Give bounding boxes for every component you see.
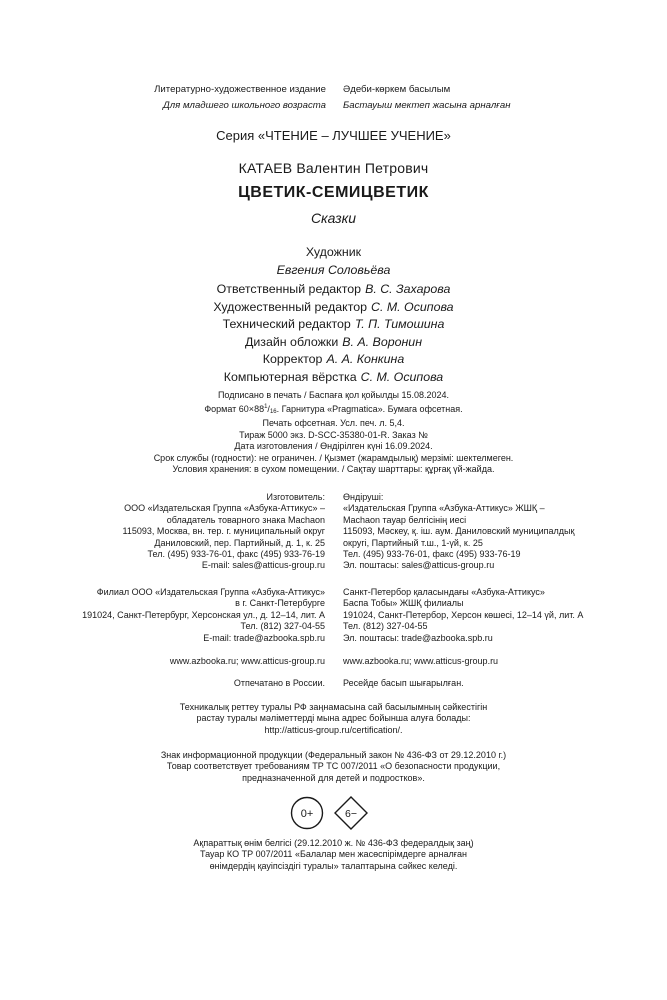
manufacturer-line: Даниловский, пер. Партийный, д. 1, к. 25 bbox=[154, 537, 325, 548]
kz-info-line: Тауар КО ТР 007/2011 «Балалар мен жасөспірімдерге арналған bbox=[200, 849, 467, 860]
branch-line: Санкт-Петербор қаласындағы «Азбука-Аттикус» bbox=[343, 587, 545, 597]
credit-row bbox=[0, 299, 667, 317]
branch-line: Тел. (812) 327-04-55 bbox=[240, 621, 325, 632]
tech-line: растау туралы мәліметтерді мына адрес бойынша алуға болады: bbox=[196, 713, 471, 724]
credit-name: В. А. Воронин bbox=[342, 334, 423, 349]
info-line: предназначенной для детей и подростков». bbox=[242, 772, 425, 783]
illustrator-name: Евгения Соловьёва bbox=[276, 262, 391, 277]
branch-kz bbox=[343, 587, 643, 644]
series-title: Серия «ЧТЕНИЕ – ЛУЧШЕЕ УЧЕНИЕ» bbox=[216, 128, 451, 143]
classification-kz-age: Бастауыш мектеп жасына арналған bbox=[343, 100, 511, 111]
credit-name: В. С. Захарова bbox=[365, 282, 451, 296]
credit-name: С. М. Осипова bbox=[371, 299, 454, 314]
tech-line: Техникалық реттеу туралы РФ заңнамасына сай басылымның сәйкестігін bbox=[179, 702, 488, 712]
manufacturer-line: Эл. поштасы: sales@atticus-group.ru bbox=[343, 560, 495, 571]
websites-ru[interactable]: www.azbooka.ru; www.atticus-group.ru bbox=[169, 656, 325, 666]
manufacturer-line: округі, Партийный т.ш., 1-үй, к. 25 bbox=[343, 537, 483, 548]
branch-line: Баспа Тобы» ЖШҚ филиалы bbox=[343, 598, 464, 609]
credit-role: Дизайн обложки bbox=[244, 334, 339, 349]
book-subtitle: Сказки bbox=[310, 210, 357, 226]
age-diamond-label: 6− bbox=[345, 808, 357, 820]
format-prefix: Формат 60×88 bbox=[204, 403, 265, 414]
sheets-line: Печать офсетная. Усл. печ. л. 5,4. bbox=[262, 418, 405, 428]
credit-row bbox=[0, 334, 667, 352]
format-suffix: . Гарнитура «Pragmatica». Бумага офсетная. bbox=[276, 403, 463, 414]
manufacturer-line: 115093, Москва, вн. тер. г. муниципальный округ bbox=[122, 526, 325, 537]
manufacturer-line: 115093, Мәскеу, қ. іш. аум. Даниловский муниципалдық bbox=[343, 526, 575, 537]
manufacturer-ru bbox=[60, 492, 325, 572]
credit-row bbox=[0, 316, 667, 334]
run-line: Тираж 5000 экз. D-SCC-35380-01-R. Заказ № bbox=[239, 429, 428, 440]
classification-kz-line: Әдеби-көркем басылым bbox=[343, 84, 451, 95]
branch-line: Тел. (812) 327-04-55 bbox=[343, 621, 428, 632]
format-line: Формат $60\times 88^1/_{16}$. Гарнитура «Pragmatica». Бумага офсетная. bbox=[204, 403, 463, 415]
credit-row bbox=[0, 281, 667, 299]
made-date: Дата изготовления / Өндірілген күні 16.09.2024. bbox=[234, 441, 433, 451]
credit-role: Компьютерная вёрстка bbox=[223, 369, 357, 384]
branch-line: Филиал ООО «Издательская Группа «Азбука-Аттикус» bbox=[96, 587, 325, 597]
manufacturer-line: E-mail: sales@atticus-group.ru bbox=[201, 560, 325, 571]
manufacturer-line: Изготовитель: bbox=[266, 492, 325, 502]
storage-conditions: Условия хранения: в сухом помещении. / Сақтау шарттары: құрғақ үй-жайда. bbox=[172, 464, 495, 474]
classification-ru bbox=[60, 82, 326, 114]
websites-kz[interactable]: www.azbooka.ru; www.atticus-group.ru bbox=[343, 656, 499, 666]
printed-kz: Ресейде басып шығарылған. bbox=[343, 678, 464, 688]
book-title: ЦВЕТИК-СЕМИЦВЕТИК bbox=[238, 184, 429, 201]
manufacturer-line: «Издательская Группа «Азбука-Аттикус» ЖШҚ – bbox=[343, 503, 545, 514]
classification-ru-line: Литературно-художественное издание bbox=[154, 84, 326, 95]
credit-role: Ответственный редактор bbox=[216, 282, 362, 296]
info-line: Знак информационной продукции (Федеральный закон № 436-ФЗ от 29.12.2010 г.) bbox=[160, 750, 507, 760]
info-sign-ru bbox=[0, 750, 667, 784]
format-denominator: 16 bbox=[269, 408, 277, 415]
credit-role: Художественный редактор bbox=[213, 299, 368, 314]
info-sign-kz bbox=[0, 838, 667, 872]
branch-ru bbox=[60, 587, 325, 644]
branch-line: 191024, Санкт-Петербург, Херсонская ул., д. 12–14, лит. А bbox=[82, 609, 325, 620]
manufacturer-line: обладатель товарного знака Machaon bbox=[166, 514, 325, 525]
credit-row bbox=[0, 351, 667, 369]
credit-role: Корректор bbox=[262, 352, 323, 366]
manufacturer-line: Тел. (495) 933-76-01, факс (495) 933-76-19 bbox=[147, 549, 325, 560]
format-numerator: 1 bbox=[264, 403, 268, 410]
printed-ru: Отпечатано в России. bbox=[233, 678, 325, 688]
illustrator-role: Художник bbox=[305, 245, 362, 259]
manufacturer-line: Тел. (495) 933-76-01, факс (495) 933-76-19 bbox=[343, 549, 521, 560]
credits bbox=[0, 244, 667, 386]
credit-row bbox=[0, 369, 667, 387]
manufacturer-line: Өндіруші: bbox=[343, 492, 384, 502]
credit-role: Технический редактор bbox=[222, 317, 351, 331]
age-circle-icon bbox=[292, 798, 323, 829]
signed-date: Подписано в печать / Баспаға қол қойылды 15.08.2024. bbox=[217, 390, 450, 400]
kz-info-line: Ақпараттық өнім белгісі (29.12.2010 ж. № 436-ФЗ федералдық заң) bbox=[193, 838, 474, 848]
age-rating-signs bbox=[290, 796, 380, 830]
service-life: Срок службы (годности): не ограничен. / Қызмет (жарамдылық) мерзімі: шектелмеген. bbox=[153, 452, 514, 463]
info-line: Товар соответствует требованиям ТР ТС 007/2011 «О безопасности продукции, bbox=[166, 761, 501, 772]
credit-name: Т. П. Тимошина bbox=[354, 317, 445, 331]
age-diamond-icon bbox=[335, 797, 367, 829]
branch-line: E-mail: trade@azbooka.spb.ru bbox=[203, 632, 325, 643]
credit-name: А. А. Конкина bbox=[326, 352, 405, 366]
author-name: КАТАЕВ Валентин Петрович bbox=[238, 160, 429, 176]
credit-name: С. М. Осипова bbox=[360, 369, 444, 384]
classification-kz bbox=[343, 82, 583, 114]
print-info bbox=[0, 390, 667, 476]
classification-ru-age: Для младшего школьного возраста bbox=[163, 100, 326, 111]
manufacturer-line: ООО «Издательская Группа «Азбука-Аттикус» – bbox=[124, 503, 325, 514]
branch-line: Эл. поштасы: trade@azbooka.spb.ru bbox=[343, 632, 493, 643]
manufacturer-line: Machaon тауар белгісінің иесі bbox=[343, 514, 467, 525]
age-circle-label: 0+ bbox=[300, 808, 314, 820]
certification-link[interactable]: http://atticus-group.ru/certification/. bbox=[264, 724, 403, 735]
branch-line: в г. Санкт-Петербурге bbox=[235, 598, 325, 609]
branch-line: 191024, Санкт-Петербор, Херсон көшесі, 12–14 үй, лит. А bbox=[343, 609, 584, 620]
manufacturer-kz bbox=[343, 492, 643, 572]
kz-info-line: өнімдердің қауіпсіздігі туралы» талаптарына сәйкес келеді. bbox=[209, 860, 458, 871]
tech-regulation bbox=[0, 702, 667, 736]
